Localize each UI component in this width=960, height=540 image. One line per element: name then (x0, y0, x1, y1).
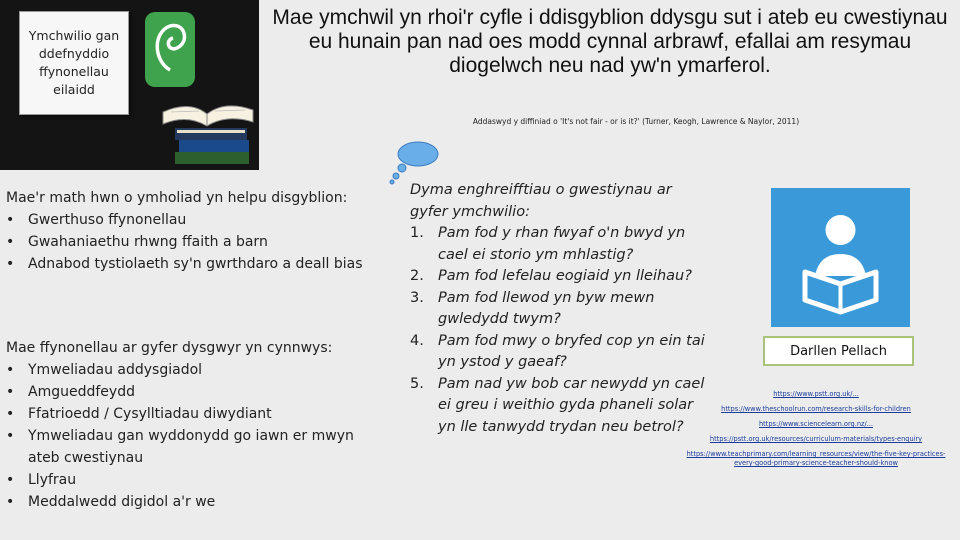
example-question-item (406, 374, 706, 439)
examples-list (406, 223, 706, 438)
skills-list-item: • Gwerthuso ffynonellau (6, 209, 386, 231)
resources-list-item: • Ymweliadau gan wyddonydd go iawn er mwyn ateb cwestiynau (6, 425, 386, 469)
page-title: Mae ymchwil yn rhoi'r cyfle i ddisgyblion ddysgu sut i ateb eu cwestiynau eu hunain pan nad oes modd cynnal arbrawf, efallai am resymau diogelwch neu nad yw'n ymarferol. (272, 6, 948, 77)
spiral-book-logo-icon (135, 0, 259, 170)
resources-intro: Mae ffynonellau ar gyfer dysgwyr yn cynnwys: (6, 340, 333, 356)
citation: Addaswyd y diffiniad o 'It's not fair - or is it?' (Turner, Keogh, Lawrence & Naylor, 2011) (472, 117, 800, 126)
resources-list-item: • Ffatrioedd / Cysylltiadau diwydiant (6, 403, 386, 425)
skills-list-item: • Gwahaniaethu rhwng ffaith a barn (6, 231, 386, 253)
logo-panel (0, 0, 259, 170)
reference-link[interactable]: https://www.sciencelearn.org.nz/... (759, 420, 873, 428)
example-question-number: 1. (410, 225, 424, 241)
example-question-item (406, 288, 706, 331)
skills-intro: Mae'r math hwn o ymholiad yn helpu disgyblion: (6, 190, 348, 206)
example-question-item (406, 223, 706, 266)
reference-link[interactable]: https://www.theschoolrun.com/research-skills-for-children (721, 405, 911, 413)
logo-label-text: Ymchwilio gan ddefnyddio ffynonellau eilaidd (28, 28, 120, 97)
example-question-text: Pam fod lefelau eogiaid yn lleihau? (438, 268, 692, 284)
reference-links (680, 390, 952, 468)
example-question-number: 2. (410, 268, 424, 284)
example-question-item (406, 331, 706, 374)
skills-list-item: • Adnabod tystiolaeth sy'n gwrthdaro a deall bias (6, 253, 386, 275)
resources-list-item: • Llyfrau (6, 469, 386, 491)
example-question-number: 5. (410, 375, 424, 392)
reference-link[interactable]: https://pstt.org.uk/resources/curriculum-materials/types-enquiry (709, 435, 923, 443)
example-question-item (406, 266, 706, 288)
read-more-button[interactable]: Darllen Pellach (763, 336, 914, 366)
example-question-text: Pam fod y rhan fwyaf o'n bwyd yn cael ei storio ym mhlastig? (438, 225, 686, 263)
reference-link[interactable]: https://www.teachprimary.com/learning_resources/view/the-five-key-practices-every-good-primary-science-teacher-should-know (686, 450, 946, 467)
example-question-text: Pam nad yw bob car newydd yn cael ei greu i weithio gyda phaneli solar yn lle tanwydd trydan neu betrol? (438, 375, 705, 435)
example-question-text: Pam fod llewod yn byw mewn gwledydd twym? (438, 289, 655, 327)
resources-section (6, 337, 386, 513)
example-question-number: 3. (410, 289, 424, 306)
resources-list-item: • Ymweliadau addysgiadol (6, 359, 386, 381)
skills-list (6, 209, 386, 275)
resources-list (6, 359, 386, 513)
example-question-text: Pam fod mwy o bryfed cop yn ein tai yn ystod y gaeaf? (438, 332, 705, 370)
example-questions (406, 180, 706, 438)
reference-link[interactable]: https://www.pstt.org.uk/... (773, 390, 859, 398)
resources-list-item: • Amgueddfeydd (6, 381, 386, 403)
example-question-number: 4. (410, 332, 424, 349)
logo-label (19, 11, 129, 115)
skills-section (6, 187, 386, 275)
examples-intro: Dyma enghreifftiau o gwestiynau ar gyfer ymchwilio: (410, 182, 672, 220)
person-reading-icon (771, 188, 910, 327)
resources-list-item: • Meddalwedd digidol a'r we (6, 491, 386, 513)
